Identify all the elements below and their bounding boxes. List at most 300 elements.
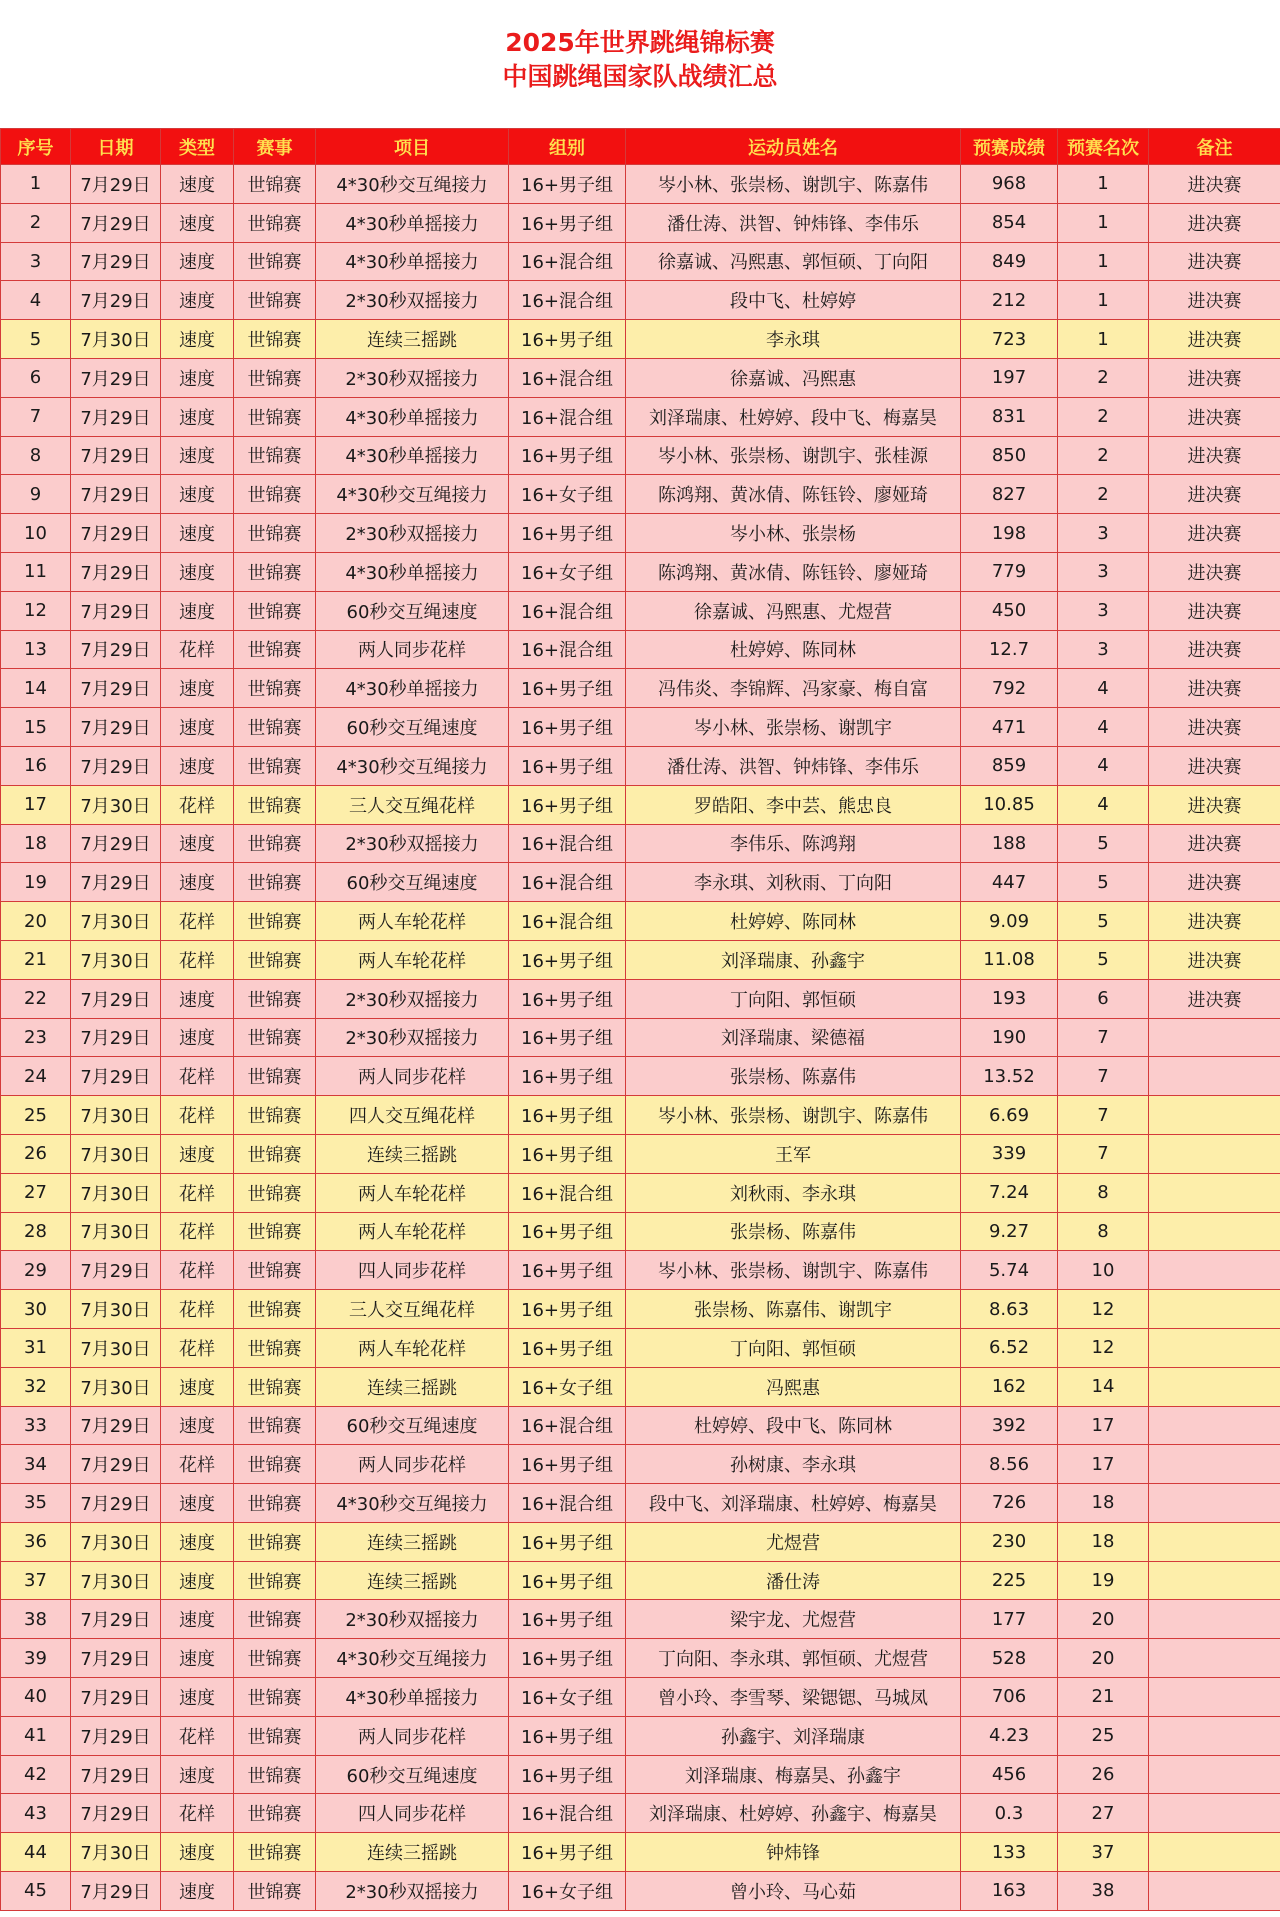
cell-type: 花样 [161, 902, 234, 941]
cell-seq: 35 [1, 1484, 71, 1523]
cell-note: 进决赛 [1149, 708, 1280, 747]
cell-event: 世锦赛 [234, 1096, 316, 1135]
cell-score: 0.3 [961, 1794, 1058, 1833]
cell-rank: 20 [1058, 1639, 1149, 1678]
cell-score: 6.52 [961, 1328, 1058, 1367]
cell-athletes: 岑小林、张崇杨、谢凯宇、陈嘉伟 [626, 165, 961, 204]
cell-note [1149, 1173, 1280, 1212]
cell-note [1149, 1018, 1280, 1057]
cell-score: 4.23 [961, 1716, 1058, 1755]
cell-date: 7月29日 [71, 746, 161, 785]
cell-score: 723 [961, 320, 1058, 359]
table-row [1, 1328, 1280, 1367]
cell-seq: 11 [1, 552, 71, 591]
page-title: 2025年世界跳绳锦标赛 [505, 28, 775, 57]
cell-note [1149, 1484, 1280, 1523]
cell-item: 三人交互绳花样 [316, 785, 509, 824]
cell-group: 16+混合组 [509, 1794, 626, 1833]
cell-seq: 10 [1, 514, 71, 553]
table-row [1, 203, 1280, 242]
cell-score: 162 [961, 1367, 1058, 1406]
cell-athletes: 岑小林、张崇杨、谢凯宇、陈嘉伟 [626, 1096, 961, 1135]
table-row [1, 1367, 1280, 1406]
cell-date: 7月30日 [71, 1173, 161, 1212]
table-body [1, 165, 1280, 1911]
table-row [1, 320, 1280, 359]
cell-athletes: 曾小玲、李雪琴、梁锶锶、马城凤 [626, 1678, 961, 1717]
table-row [1, 436, 1280, 475]
table-row [1, 397, 1280, 436]
cell-rank: 20 [1058, 1600, 1149, 1639]
cell-group: 16+混合组 [509, 824, 626, 863]
cell-group: 16+男子组 [509, 1833, 626, 1872]
cell-rank: 3 [1058, 591, 1149, 630]
cell-rank: 7 [1058, 1057, 1149, 1096]
cell-group: 16+女子组 [509, 1678, 626, 1717]
cell-athletes: 张崇杨、陈嘉伟 [626, 1057, 961, 1096]
cell-seq: 45 [1, 1872, 71, 1911]
cell-score: 6.69 [961, 1096, 1058, 1135]
cell-seq: 22 [1, 979, 71, 1018]
table-row [1, 1251, 1280, 1290]
cell-date: 7月29日 [71, 1406, 161, 1445]
cell-group: 16+男子组 [509, 1600, 626, 1639]
cell-seq: 26 [1, 1134, 71, 1173]
table-row [1, 746, 1280, 785]
cell-group: 16+混合组 [509, 281, 626, 320]
cell-seq: 23 [1, 1018, 71, 1057]
cell-group: 16+男子组 [509, 320, 626, 359]
cell-item: 四人交互绳花样 [316, 1096, 509, 1135]
cell-score: 9.09 [961, 902, 1058, 941]
cell-athletes: 曾小玲、马心茹 [626, 1872, 961, 1911]
cell-type: 花样 [161, 1251, 234, 1290]
cell-event: 世锦赛 [234, 979, 316, 1018]
cell-date: 7月29日 [71, 1794, 161, 1833]
cell-athletes: 李永琪、刘秋雨、丁向阳 [626, 863, 961, 902]
table-row [1, 824, 1280, 863]
cell-event: 世锦赛 [234, 1794, 316, 1833]
cell-event: 世锦赛 [234, 1406, 316, 1445]
cell-date: 7月29日 [71, 436, 161, 475]
cell-item: 4*30秒单摇接力 [316, 242, 509, 281]
cell-item: 连续三摇跳 [316, 1522, 509, 1561]
cell-date: 7月29日 [71, 824, 161, 863]
cell-score: 859 [961, 746, 1058, 785]
cell-item: 两人车轮花样 [316, 940, 509, 979]
column-header-seq: 序号 [1, 129, 71, 165]
cell-item: 4*30秒单摇接力 [316, 552, 509, 591]
cell-date: 7月30日 [71, 1212, 161, 1251]
cell-item: 4*30秒单摇接力 [316, 669, 509, 708]
cell-seq: 4 [1, 281, 71, 320]
cell-group: 16+女子组 [509, 552, 626, 591]
cell-type: 速度 [161, 1755, 234, 1794]
cell-event: 世锦赛 [234, 1212, 316, 1251]
table-row [1, 1755, 1280, 1794]
cell-seq: 19 [1, 863, 71, 902]
cell-group: 16+男子组 [509, 708, 626, 747]
table-row [1, 1600, 1280, 1639]
cell-event: 世锦赛 [234, 1057, 316, 1096]
cell-item: 4*30秒单摇接力 [316, 436, 509, 475]
results-table [0, 128, 1280, 1911]
cell-seq: 32 [1, 1367, 71, 1406]
cell-type: 速度 [161, 397, 234, 436]
cell-type: 速度 [161, 746, 234, 785]
cell-score: 133 [961, 1833, 1058, 1872]
cell-rank: 7 [1058, 1096, 1149, 1135]
cell-athletes: 徐嘉诚、冯熙惠 [626, 358, 961, 397]
cell-rank: 17 [1058, 1406, 1149, 1445]
cell-date: 7月30日 [71, 1096, 161, 1135]
cell-group: 16+混合组 [509, 358, 626, 397]
cell-rank: 3 [1058, 630, 1149, 669]
cell-item: 4*30秒单摇接力 [316, 397, 509, 436]
cell-athletes: 刘泽瑞康、梁德福 [626, 1018, 961, 1057]
cell-type: 花样 [161, 1173, 234, 1212]
cell-rank: 18 [1058, 1484, 1149, 1523]
cell-athletes: 刘泽瑞康、梅嘉昊、孙鑫宇 [626, 1755, 961, 1794]
cell-event: 世锦赛 [234, 1018, 316, 1057]
cell-group: 16+男子组 [509, 436, 626, 475]
cell-date: 7月29日 [71, 1445, 161, 1484]
cell-item: 两人车轮花样 [316, 1212, 509, 1251]
cell-item: 四人同步花样 [316, 1251, 509, 1290]
cell-event: 世锦赛 [234, 1600, 316, 1639]
cell-date: 7月29日 [71, 1251, 161, 1290]
cell-note [1149, 1406, 1280, 1445]
cell-athletes: 孙鑫宇、刘泽瑞康 [626, 1716, 961, 1755]
cell-group: 16+混合组 [509, 1173, 626, 1212]
cell-athletes: 刘泽瑞康、孙鑫宇 [626, 940, 961, 979]
cell-note [1149, 1522, 1280, 1561]
column-header-athletes: 运动员姓名 [626, 129, 961, 165]
cell-seq: 20 [1, 902, 71, 941]
cell-athletes: 刘秋雨、李永琪 [626, 1173, 961, 1212]
cell-type: 花样 [161, 1096, 234, 1135]
table-row [1, 669, 1280, 708]
cell-event: 世锦赛 [234, 824, 316, 863]
cell-event: 世锦赛 [234, 1484, 316, 1523]
cell-date: 7月29日 [71, 630, 161, 669]
cell-date: 7月29日 [71, 669, 161, 708]
cell-score: 850 [961, 436, 1058, 475]
cell-score: 10.85 [961, 785, 1058, 824]
cell-rank: 14 [1058, 1367, 1149, 1406]
cell-athletes: 尤煜营 [626, 1522, 961, 1561]
cell-score: 528 [961, 1639, 1058, 1678]
cell-score: 212 [961, 281, 1058, 320]
cell-date: 7月29日 [71, 552, 161, 591]
cell-event: 世锦赛 [234, 1833, 316, 1872]
cell-event: 世锦赛 [234, 1445, 316, 1484]
cell-item: 60秒交互绳速度 [316, 863, 509, 902]
cell-rank: 19 [1058, 1561, 1149, 1600]
cell-item: 连续三摇跳 [316, 1561, 509, 1600]
cell-type: 速度 [161, 242, 234, 281]
cell-rank: 17 [1058, 1445, 1149, 1484]
cell-event: 世锦赛 [234, 1639, 316, 1678]
table-row [1, 979, 1280, 1018]
cell-type: 速度 [161, 824, 234, 863]
cell-type: 速度 [161, 514, 234, 553]
cell-date: 7月30日 [71, 940, 161, 979]
cell-rank: 4 [1058, 669, 1149, 708]
cell-score: 193 [961, 979, 1058, 1018]
cell-date: 7月29日 [71, 708, 161, 747]
cell-item: 2*30秒双摇接力 [316, 358, 509, 397]
cell-rank: 37 [1058, 1833, 1149, 1872]
cell-note [1149, 1328, 1280, 1367]
cell-athletes: 岑小林、张崇杨、谢凯宇 [626, 708, 961, 747]
cell-score: 8.63 [961, 1290, 1058, 1329]
cell-event: 世锦赛 [234, 1716, 316, 1755]
cell-type: 速度 [161, 436, 234, 475]
cell-group: 16+混合组 [509, 591, 626, 630]
cell-rank: 1 [1058, 203, 1149, 242]
cell-athletes: 段中飞、杜婷婷 [626, 281, 961, 320]
cell-group: 16+男子组 [509, 1018, 626, 1057]
cell-type: 速度 [161, 281, 234, 320]
cell-rank: 12 [1058, 1290, 1149, 1329]
cell-seq: 43 [1, 1794, 71, 1833]
page-subtitle: 中国跳绳国家队战绩汇总 [502, 62, 778, 91]
cell-note [1149, 1872, 1280, 1911]
cell-score: 968 [961, 165, 1058, 204]
cell-rank: 1 [1058, 281, 1149, 320]
cell-seq: 25 [1, 1096, 71, 1135]
cell-item: 2*30秒双摇接力 [316, 1018, 509, 1057]
cell-score: 11.08 [961, 940, 1058, 979]
cell-item: 两人同步花样 [316, 1445, 509, 1484]
cell-athletes: 杜婷婷、段中飞、陈同林 [626, 1406, 961, 1445]
cell-note [1149, 1833, 1280, 1872]
cell-event: 世锦赛 [234, 281, 316, 320]
cell-type: 速度 [161, 1484, 234, 1523]
cell-type: 速度 [161, 203, 234, 242]
cell-item: 连续三摇跳 [316, 1367, 509, 1406]
cell-score: 163 [961, 1872, 1058, 1911]
cell-score: 450 [961, 591, 1058, 630]
cell-seq: 40 [1, 1678, 71, 1717]
cell-event: 世锦赛 [234, 708, 316, 747]
cell-seq: 30 [1, 1290, 71, 1329]
cell-seq: 27 [1, 1173, 71, 1212]
cell-date: 7月30日 [71, 1522, 161, 1561]
cell-athletes: 杜婷婷、陈同林 [626, 630, 961, 669]
table-row [1, 1561, 1280, 1600]
column-header-group: 组别 [509, 129, 626, 165]
cell-note [1149, 1678, 1280, 1717]
cell-seq: 29 [1, 1251, 71, 1290]
cell-athletes: 丁向阳、李永琪、郭恒硕、尤煜营 [626, 1639, 961, 1678]
cell-seq: 9 [1, 475, 71, 514]
cell-date: 7月29日 [71, 281, 161, 320]
cell-note [1149, 1290, 1280, 1329]
cell-date: 7月29日 [71, 165, 161, 204]
cell-score: 706 [961, 1678, 1058, 1717]
cell-item: 两人同步花样 [316, 1057, 509, 1096]
cell-date: 7月29日 [71, 1018, 161, 1057]
table-row [1, 475, 1280, 514]
cell-seq: 38 [1, 1600, 71, 1639]
cell-athletes: 陈鸿翔、黄冰倩、陈钰铃、廖娅琦 [626, 475, 961, 514]
cell-score: 12.7 [961, 630, 1058, 669]
cell-seq: 1 [1, 165, 71, 204]
cell-event: 世锦赛 [234, 1678, 316, 1717]
cell-group: 16+男子组 [509, 979, 626, 1018]
cell-score: 230 [961, 1522, 1058, 1561]
table-row [1, 902, 1280, 941]
cell-date: 7月29日 [71, 1600, 161, 1639]
cell-athletes: 张崇杨、陈嘉伟 [626, 1212, 961, 1251]
cell-type: 速度 [161, 1406, 234, 1445]
column-header-item: 项目 [316, 129, 509, 165]
table-row [1, 1290, 1280, 1329]
cell-item: 4*30秒交互绳接力 [316, 475, 509, 514]
column-header-date: 日期 [71, 129, 161, 165]
cell-item: 60秒交互绳速度 [316, 1755, 509, 1794]
cell-seq: 39 [1, 1639, 71, 1678]
cell-group: 16+女子组 [509, 475, 626, 514]
cell-group: 16+混合组 [509, 397, 626, 436]
cell-note [1149, 1755, 1280, 1794]
cell-date: 7月29日 [71, 979, 161, 1018]
cell-type: 花样 [161, 1445, 234, 1484]
cell-item: 两人车轮花样 [316, 1328, 509, 1367]
cell-event: 世锦赛 [234, 1367, 316, 1406]
cell-rank: 3 [1058, 514, 1149, 553]
cell-note: 进决赛 [1149, 165, 1280, 204]
cell-date: 7月29日 [71, 203, 161, 242]
cell-note [1149, 1600, 1280, 1639]
cell-event: 世锦赛 [234, 358, 316, 397]
table-row [1, 863, 1280, 902]
cell-note [1149, 1716, 1280, 1755]
cell-date: 7月29日 [71, 863, 161, 902]
cell-group: 16+男子组 [509, 1755, 626, 1794]
cell-athletes: 岑小林、张崇杨、谢凯宇、陈嘉伟 [626, 1251, 961, 1290]
table-row [1, 1794, 1280, 1833]
cell-date: 7月30日 [71, 1328, 161, 1367]
cell-item: 2*30秒双摇接力 [316, 1872, 509, 1911]
cell-rank: 12 [1058, 1328, 1149, 1367]
cell-score: 392 [961, 1406, 1058, 1445]
cell-note: 进决赛 [1149, 514, 1280, 553]
cell-group: 16+男子组 [509, 1639, 626, 1678]
cell-type: 花样 [161, 785, 234, 824]
column-header-score: 预赛成绩 [961, 129, 1058, 165]
cell-group: 16+混合组 [509, 863, 626, 902]
cell-type: 速度 [161, 1134, 234, 1173]
cell-group: 16+混合组 [509, 1406, 626, 1445]
cell-seq: 14 [1, 669, 71, 708]
table-row [1, 1833, 1280, 1872]
cell-score: 447 [961, 863, 1058, 902]
cell-rank: 1 [1058, 320, 1149, 359]
cell-score: 456 [961, 1755, 1058, 1794]
cell-event: 世锦赛 [234, 746, 316, 785]
cell-item: 连续三摇跳 [316, 1134, 509, 1173]
cell-seq: 2 [1, 203, 71, 242]
cell-seq: 8 [1, 436, 71, 475]
cell-item: 4*30秒单摇接力 [316, 203, 509, 242]
cell-date: 7月29日 [71, 475, 161, 514]
cell-athletes: 刘泽瑞康、杜婷婷、段中飞、梅嘉昊 [626, 397, 961, 436]
cell-date: 7月29日 [71, 1639, 161, 1678]
cell-item: 4*30秒交互绳接力 [316, 746, 509, 785]
cell-score: 849 [961, 242, 1058, 281]
cell-athletes: 钟炜锋 [626, 1833, 961, 1872]
cell-date: 7月30日 [71, 1561, 161, 1600]
cell-item: 两人车轮花样 [316, 1173, 509, 1212]
cell-event: 世锦赛 [234, 475, 316, 514]
cell-item: 两人同步花样 [316, 630, 509, 669]
cell-note: 进决赛 [1149, 746, 1280, 785]
table-row [1, 1716, 1280, 1755]
cell-group: 16+男子组 [509, 203, 626, 242]
cell-type: 花样 [161, 1328, 234, 1367]
cell-type: 速度 [161, 475, 234, 514]
cell-athletes: 张崇杨、陈嘉伟、谢凯宇 [626, 1290, 961, 1329]
cell-athletes: 梁宇龙、尤煜营 [626, 1600, 961, 1639]
cell-seq: 12 [1, 591, 71, 630]
cell-item: 60秒交互绳速度 [316, 1406, 509, 1445]
cell-score: 339 [961, 1134, 1058, 1173]
cell-item: 连续三摇跳 [316, 1833, 509, 1872]
cell-rank: 8 [1058, 1173, 1149, 1212]
cell-note: 进决赛 [1149, 940, 1280, 979]
column-header-rank: 预赛名次 [1058, 129, 1149, 165]
cell-score: 854 [961, 203, 1058, 242]
cell-rank: 2 [1058, 475, 1149, 514]
cell-athletes: 罗皓阳、李中芸、熊忠良 [626, 785, 961, 824]
cell-type: 速度 [161, 1678, 234, 1717]
cell-note: 进决赛 [1149, 397, 1280, 436]
cell-athletes: 陈鸿翔、黄冰倩、陈钰铃、廖娅琦 [626, 552, 961, 591]
cell-group: 16+男子组 [509, 746, 626, 785]
cell-event: 世锦赛 [234, 1290, 316, 1329]
cell-group: 16+男子组 [509, 1522, 626, 1561]
cell-type: 速度 [161, 320, 234, 359]
cell-event: 世锦赛 [234, 397, 316, 436]
cell-note [1149, 1096, 1280, 1135]
cell-score: 471 [961, 708, 1058, 747]
cell-type: 速度 [161, 708, 234, 747]
cell-rank: 2 [1058, 436, 1149, 475]
cell-score: 8.56 [961, 1445, 1058, 1484]
table-row [1, 630, 1280, 669]
cell-note [1149, 1057, 1280, 1096]
table-row [1, 1678, 1280, 1717]
cell-event: 世锦赛 [234, 669, 316, 708]
table-row [1, 242, 1280, 281]
table-row [1, 1057, 1280, 1096]
cell-type: 速度 [161, 1018, 234, 1057]
table-row [1, 1522, 1280, 1561]
cell-group: 16+混合组 [509, 630, 626, 669]
cell-rank: 38 [1058, 1872, 1149, 1911]
cell-item: 60秒交互绳速度 [316, 591, 509, 630]
column-header-event: 赛事 [234, 129, 316, 165]
cell-score: 779 [961, 552, 1058, 591]
cell-event: 世锦赛 [234, 552, 316, 591]
cell-date: 7月29日 [71, 358, 161, 397]
table-row [1, 708, 1280, 747]
cell-event: 世锦赛 [234, 514, 316, 553]
cell-athletes: 丁向阳、郭恒硕 [626, 979, 961, 1018]
